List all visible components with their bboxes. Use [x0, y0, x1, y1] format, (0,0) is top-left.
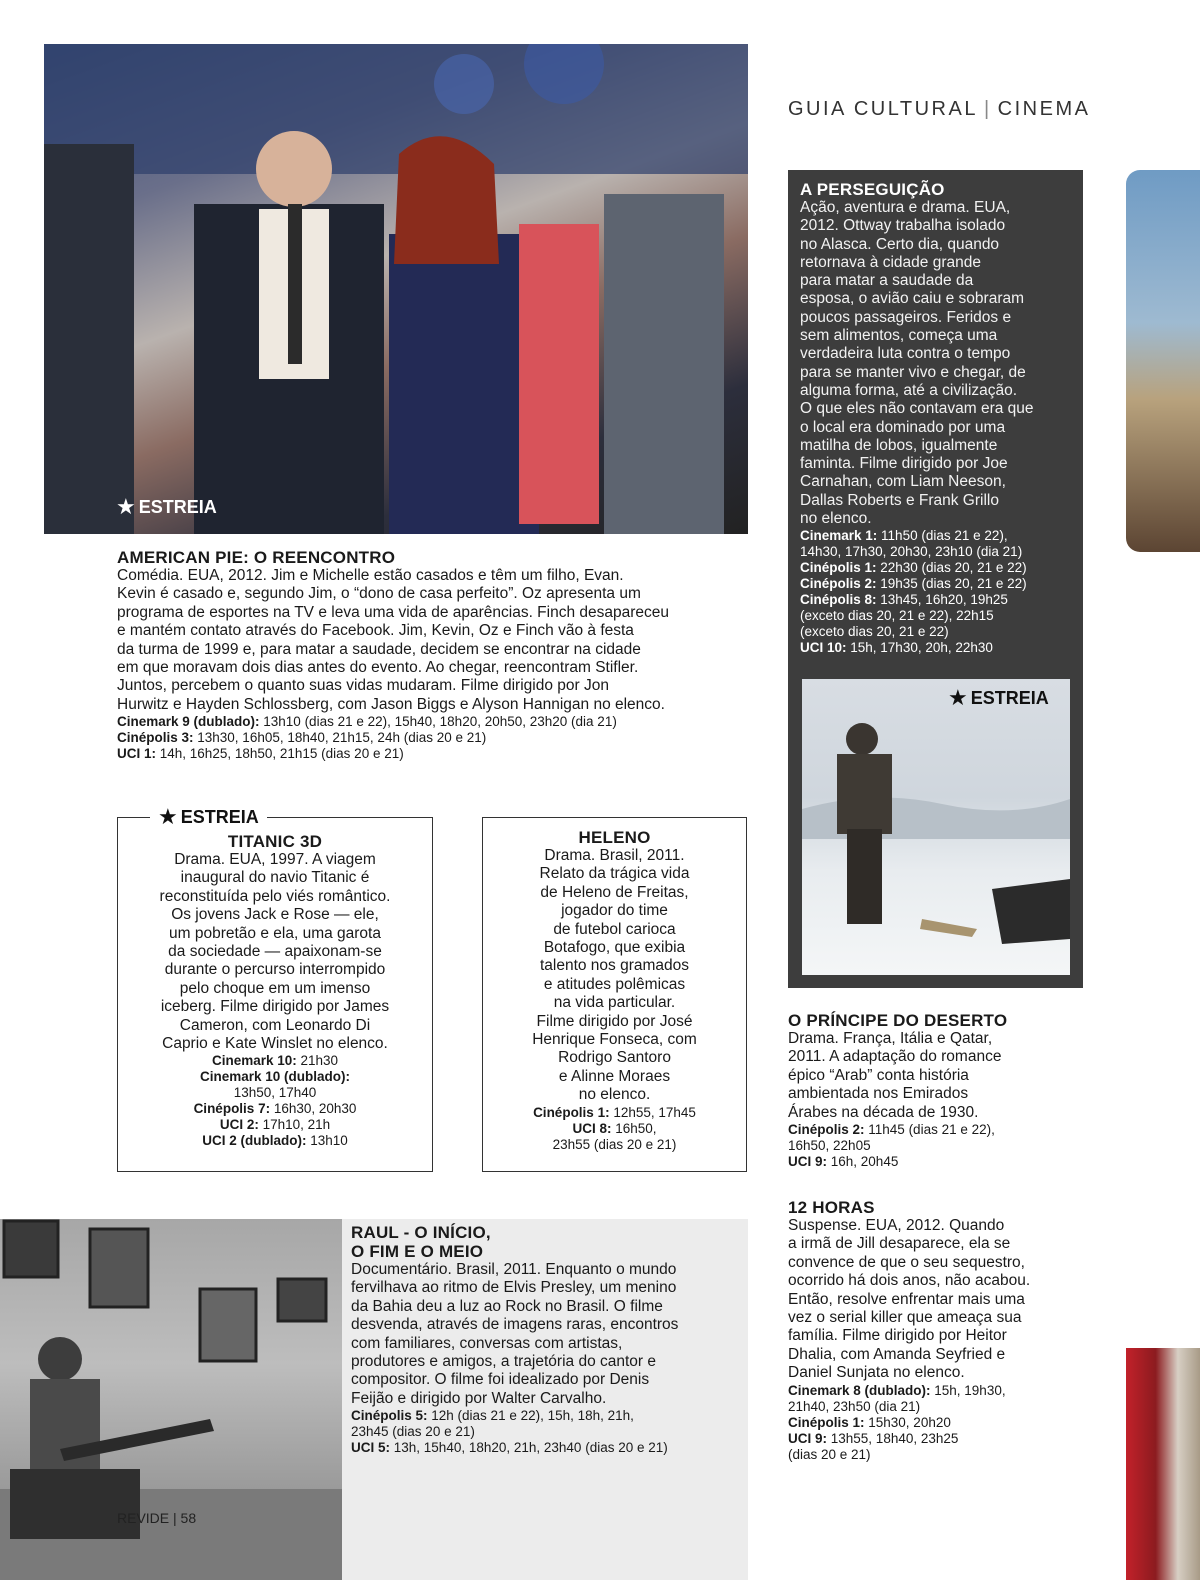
synopsis-line: reconstituída pelo viés romântico. — [159, 887, 391, 905]
synopsis-line: produtores e amigos, a trajetória do cantor e — [351, 1353, 657, 1371]
synopsis-line: Drama. EUA, 1997. A viagem — [174, 851, 376, 868]
raul-article — [351, 1223, 746, 1456]
heleno-schedule — [487, 1105, 742, 1153]
schedule-row: 16h50, 22h05 — [788, 1138, 871, 1154]
star-icon: ★ — [158, 804, 178, 829]
schedule-row: Cinépolis 5: 12h (dias 21 e 22), 15h, 18h, 21h, — [351, 1408, 634, 1424]
schedule-row: Cinépolis 8: 13h45, 16h20, 19h25 — [800, 592, 1008, 608]
american-pie-photo — [44, 44, 748, 534]
schedule-row: (dias 20 e 21) — [788, 1446, 871, 1462]
synopsis-line: Rodrigo Santoro — [558, 1049, 671, 1067]
right-edge-photo-bottom — [1126, 1348, 1200, 1580]
schedule-row: UCI 9: 13h55, 18h40, 23h25 — [788, 1430, 959, 1446]
synopsis-line: programa de esportes na TV e leva uma vida de aparências. Finch desapareceu — [117, 603, 670, 621]
synopsis-line: Árabes na década de 1930. — [788, 1103, 979, 1121]
raul-schedule — [351, 1408, 746, 1456]
synopsis-line: Então, resolve enfrentar mais uma — [788, 1290, 1025, 1308]
synopsis-line: no elenco. — [578, 1086, 651, 1104]
synopsis-line: o local era dominado por uma — [800, 418, 1006, 436]
star-icon: ★ — [116, 494, 136, 519]
synopsis-line: ocorrido há dois anos, não acabou. — [788, 1272, 1031, 1290]
synopsis-line: compositor. O filme foi idealizado por Denis — [351, 1371, 650, 1389]
synopsis-line: Os jovens Jack e Rose — ele, — [171, 906, 379, 924]
perseguicao-article — [800, 180, 1078, 656]
raul-synopsis — [351, 1261, 746, 1408]
perseguicao-photo — [802, 679, 1070, 975]
synopsis-line: durante o percurso interrompido — [164, 961, 386, 979]
synopsis-line: matilha de lobos, igualmente — [800, 436, 998, 454]
synopsis-line: faminta. Filme dirigido por Joe — [800, 455, 1008, 473]
right-edge-photo-top — [1126, 170, 1200, 552]
schedule-row: Cinemark 8 (dublado): 15h, 19h30, — [788, 1382, 1006, 1398]
principe-title: O PRÍNCIPE DO DESERTO — [788, 1011, 1008, 1030]
schedule-row: Cinemark 9 (dublado): 13h10 (dias 21 e 22), 15h40, 18h20, 20h50, 23h20 (dia 21) — [117, 714, 617, 730]
schedule-row: 23h45 (dias 20 e 21) — [351, 1424, 475, 1440]
perseguicao-scene — [802, 679, 1070, 975]
schedule-row: UCI 5: 13h, 15h40, 18h20, 21h, 23h40 (dias 20 e 21) — [351, 1440, 668, 1456]
synopsis-line: com familiares, conversas com artistas, — [351, 1334, 623, 1352]
synopsis-line: ambientada nos Emirados — [788, 1085, 969, 1103]
section-header — [788, 98, 1090, 121]
synopsis-line: Dhalia, com Amanda Seyfried e — [788, 1345, 1006, 1363]
synopsis-line: em que moravam dois dias antes do evento. Ao chegar, reencontram Stifler. — [117, 659, 639, 677]
page-footer: REVIDE | 58 — [117, 1510, 197, 1526]
synopsis-line: Drama. França, Itália e Qatar, — [788, 1030, 993, 1047]
synopsis-line: e atitudes polêmicas — [543, 975, 686, 993]
synopsis-line: iceberg. Filme dirigido por James — [160, 998, 390, 1016]
synopsis-line: inaugural do navio Titanic é — [180, 869, 370, 887]
raul-title-line: RAUL - O INÍCIO, — [351, 1223, 491, 1242]
schedule-row: (exceto dias 20, 21 e 22), 22h15 — [800, 608, 994, 624]
schedule-row: Cinemark 10: 21h30 — [211, 1053, 339, 1069]
synopsis-line: épico “Arab” conta história — [788, 1066, 969, 1084]
doze-horas-title: 12 HORAS — [788, 1198, 875, 1217]
schedule-row: 21h40, 23h50 (dia 21) — [788, 1398, 921, 1414]
synopsis-line: Comédia. EUA, 2012. Jim e Michelle estão casados e têm um filho, Evan. — [117, 567, 624, 584]
synopsis-line: a irmã de Jill desaparece, ela se — [788, 1235, 1011, 1253]
raul-title — [351, 1223, 746, 1261]
synopsis-line: 2012. Ottway trabalha isolado — [800, 217, 1006, 235]
synopsis-line: Cameron, com Leonardo Di — [179, 1016, 371, 1034]
schedule-row: Cinépolis 1: 12h55, 17h45 — [533, 1104, 696, 1120]
synopsis-line: Henrique Fonseca, com — [532, 1031, 697, 1049]
synopsis-line: um pobretão e ela, uma garota — [169, 924, 381, 942]
synopsis-line: para matar a saudade da — [800, 272, 974, 290]
synopsis-line: no elenco. — [800, 510, 872, 528]
estreia-label: ESTREIA — [138, 496, 217, 517]
american-pie-estreia-badge — [116, 494, 217, 520]
schedule-row: Cinemark 10 (dublado): — [199, 1069, 351, 1085]
synopsis-line: Dallas Roberts e Frank Grillo — [800, 491, 999, 509]
schedule-row: Cinépolis 3: 13h30, 16h05, 18h40, 21h15, 24h (dias 20 e 21) — [117, 730, 487, 746]
synopsis-line: de futebol carioca — [553, 920, 676, 938]
synopsis-line: Documentário. Brasil, 2011. Enquanto o mundo — [351, 1261, 677, 1278]
synopsis-line: verdadeira luta contra o tempo — [800, 345, 1011, 363]
principe-schedule — [788, 1122, 1088, 1170]
schedule-row: 13h50, 17h40 — [233, 1085, 317, 1101]
estreia-label: ESTREIA — [970, 687, 1049, 708]
synopsis-line: jogador do time — [561, 902, 668, 920]
titanic-title: TITANIC 3D — [227, 832, 323, 851]
synopsis-line: vez o serial killer que ameaça sua — [788, 1309, 1022, 1327]
schedule-row: Cinemark 1: 11h50 (dias 21 e 22), — [800, 528, 1008, 544]
perseguicao-estreia-badge — [948, 685, 1049, 711]
synopsis-line: Drama. Brasil, 2011. — [544, 847, 685, 864]
synopsis-line: fervilhava ao ritmo de Elvis Presley, um menino — [351, 1279, 677, 1297]
synopsis-line: pelo choque em um imenso — [179, 979, 371, 997]
american-pie-scene — [44, 44, 748, 534]
doze-horas-article — [788, 1198, 1088, 1463]
synopsis-line: esposa, o avião caiu e sobraram — [800, 290, 1025, 308]
heleno-article — [487, 828, 742, 1153]
header-separator: | — [983, 98, 992, 120]
heleno-synopsis — [487, 847, 742, 1105]
footer-brand: REVIDE — [117, 1510, 170, 1526]
schedule-row: 23h55 (dias 20 e 21) — [552, 1136, 677, 1152]
synopsis-line: da turma de 1999 e, para matar a saudade, decidem se encontrar na cidade — [117, 640, 641, 658]
schedule-row: (exceto dias 20, 21 e 22) — [800, 624, 949, 640]
synopsis-line: Daniel Sunjata no elenco. — [788, 1364, 965, 1382]
principe-synopsis — [788, 1030, 1088, 1122]
schedule-row: Cinépolis 1: 15h30, 20h20 — [788, 1414, 951, 1430]
synopsis-line: Relato da trágica vida — [539, 865, 690, 883]
american-pie-schedule — [117, 714, 747, 762]
synopsis-line: e mantém contato através do Facebook. Jim, Kevin, Oz e Finch vão à festa — [117, 622, 634, 640]
american-pie-synopsis — [117, 567, 747, 714]
titanic-schedule — [124, 1053, 426, 1149]
perseguicao-title: A PERSEGUIÇÃO — [800, 180, 945, 199]
schedule-row: UCI 10: 15h, 17h30, 20h, 22h30 — [800, 640, 993, 656]
schedule-row: Cinépolis 7: 16h30, 20h30 — [193, 1101, 357, 1117]
section-label: GUIA CULTURAL — [788, 98, 978, 120]
schedule-row: Cinépolis 2: 11h45 (dias 21 e 22), — [788, 1122, 995, 1138]
heleno-box — [482, 817, 747, 1172]
synopsis-line: alguma forma, até a civilização. — [800, 381, 1018, 399]
schedule-row: UCI 8: 16h50, — [572, 1120, 657, 1136]
synopsis-line: na vida particular. — [553, 994, 676, 1012]
synopsis-line: Hurwitz e Hayden Schlossberg, com Jason Biggs e Alyson Hannigan no elenco. — [117, 695, 665, 713]
doze-horas-schedule — [788, 1383, 1088, 1463]
schedule-row: UCI 9: 16h, 20h45 — [788, 1154, 899, 1170]
titanic-estreia-badge — [150, 804, 267, 830]
schedule-row: UCI 1: 14h, 16h25, 18h50, 21h15 (dias 20 e 21) — [117, 746, 404, 762]
titanic-article — [124, 832, 426, 1149]
schedule-row: UCI 2 (dublado): 13h10 — [202, 1133, 348, 1149]
synopsis-line: e Alinne Moraes — [558, 1067, 671, 1085]
schedule-row: UCI 2: 17h10, 21h — [219, 1117, 331, 1133]
page-number: 58 — [180, 1510, 197, 1526]
synopsis-line: Feijão e dirigido por Walter Carvalho. — [351, 1389, 607, 1407]
synopsis-line: Ação, aventura e drama. EUA, — [800, 199, 1011, 216]
american-pie-article — [117, 548, 747, 762]
synopsis-line: Juntos, percebem o quanto suas vidas mudaram. Filme dirigido por Jon — [117, 677, 609, 695]
synopsis-line: Botafogo, que exibia — [543, 939, 686, 957]
schedule-row: 14h30, 17h30, 20h30, 23h10 (dia 21) — [800, 544, 1023, 560]
principe-article — [788, 1011, 1088, 1170]
perseguicao-schedule — [800, 528, 1078, 656]
synopsis-line: da Bahia deu a luz ao Rock no Brasil. O filme — [351, 1297, 663, 1315]
synopsis-line: poucos passageiros. Feridos e — [800, 308, 1012, 326]
synopsis-line: 2011. A adaptação do romance — [788, 1048, 1002, 1066]
synopsis-line: Carnahan, com Liam Neeson, — [800, 473, 1006, 491]
subsection-label: CINEMA — [997, 98, 1091, 120]
synopsis-line: sem alimentos, começa uma — [800, 327, 998, 345]
estreia-label: ESTREIA — [180, 806, 259, 827]
synopsis-line: família. Filme dirigido por Heitor — [788, 1327, 1007, 1345]
schedule-row: Cinépolis 1: 22h30 (dias 20, 21 e 22) — [800, 560, 1027, 576]
star-icon: ★ — [948, 685, 968, 710]
raul-panel — [342, 1219, 748, 1580]
synopsis-line: O que eles não contavam era que — [800, 400, 1034, 418]
titanic-box — [117, 817, 433, 1172]
synopsis-line: para se manter vivo e chegar, de — [800, 363, 1026, 381]
synopsis-line: desvenda, através de imagens raras, encontros — [351, 1316, 679, 1334]
schedule-row: Cinépolis 2: 19h35 (dias 20, 21 e 22) — [800, 576, 1027, 592]
heleno-title: HELENO — [578, 828, 651, 847]
perseguicao-synopsis — [800, 199, 1078, 528]
synopsis-line: da sociedade — apaixonam-se — [168, 943, 382, 961]
american-pie-title: AMERICAN PIE: O REENCONTRO — [117, 548, 396, 567]
synopsis-line: no Alasca. Certo dia, quando — [800, 235, 1000, 253]
synopsis-line: Filme dirigido por José — [536, 1012, 693, 1030]
titanic-synopsis — [124, 851, 426, 1053]
doze-horas-synopsis — [788, 1217, 1088, 1383]
synopsis-line: convence de que o seu sequestro, — [788, 1253, 1025, 1271]
synopsis-line: de Heleno de Freitas, — [540, 883, 689, 901]
synopsis-line: Caprio e Kate Winslet no elenco. — [162, 1035, 388, 1053]
synopsis-line: Kevin é casado e, segundo Jim, o “dono de casa perfeito”. Oz apresenta um — [117, 585, 641, 603]
raul-title-line: O FIM E O MEIO — [351, 1242, 484, 1261]
synopsis-line: Suspense. EUA, 2012. Quando — [788, 1217, 1005, 1234]
synopsis-line: retornava à cidade grande — [800, 253, 981, 271]
synopsis-line: talento nos gramados — [539, 957, 690, 975]
